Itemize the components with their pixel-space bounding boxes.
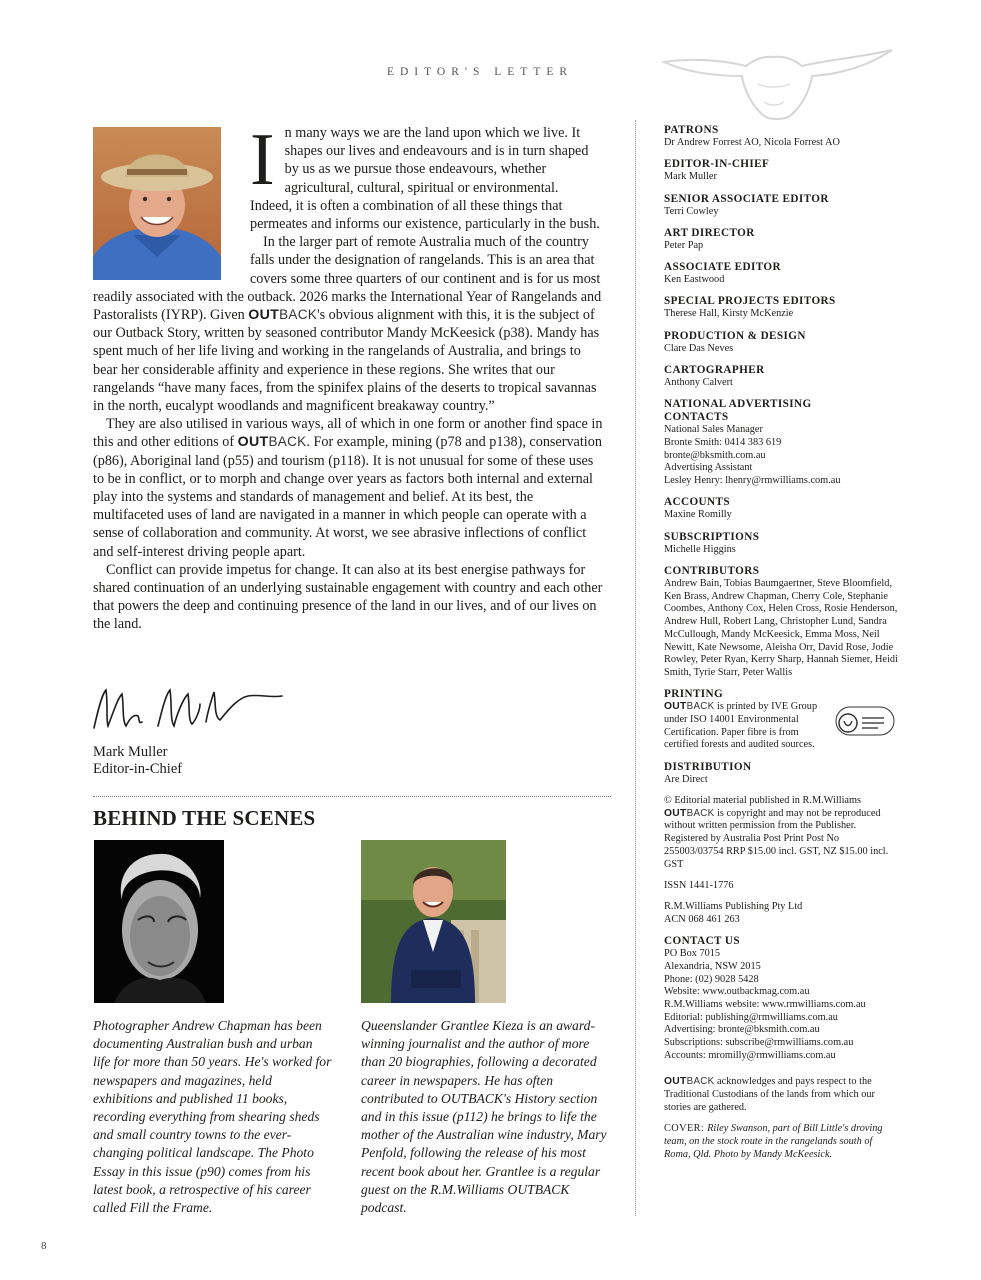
masthead-contributors: CONTRIBUTORS Andrew Bain, Tobias Baumgaertner, Steve Bloomfield, Ken Brass, Andrew Chapman, Cherry Cole, Stephanie Coombes, Anthony Cox, Helen Cross, Rosie Henderson, Andrew Hull, Robert Lang, Christopher Lund, Sandra McCullough, Mandy McKeesick, Emma Moss, Neil Newitt, Kate Newsome, Aleisha Orr, David Rose, Jodie Rowley, Peter Ryan, Kerry Sharp, Hannah Siemer, Heidi Smith, Tyrie Starr, Peter Wallis — [664, 565, 898, 678]
letter-paragraph-1: In many ways we are the land upon which we live. It shapes our lives and endeavours and is in turn shaped by us as we pursue those endeavours, whether agricultural, cultural, spiritual or environmental. Indeed, it is often a combination of all these things that permeates and informs our existence, particularly in the bush. — [250, 119, 600, 233]
letter-paragraph-2: In the larger part of remote Australia much of the country falls under the designation of rangelands. This is an area that covers some three quarters of our continent and is for us most readily associated with the outback. 2026 marks the International Year of Rangelands and Pastoralists (IYRP). Given OUTBACK's obvious alignment with this, it is the subject of our Outback Story, written by seasoned contributor Mandy McKeesick (p38). Mandy has spent much of her life living and working in the rangelands of Australia, and brings to bear her considerable affinity and experience in these regions. She writes that our rangelands “have many faces, from the spinifex plains of the deserts to tropical savannas in the north, eucalypt woodlands and magnificent breakaway country.” — [93, 234, 602, 415]
masthead-acknowledgement: OUTBACK acknowledges and pays respect to the Traditional Custodians of the lands from which our stories are gathered. — [664, 1076, 875, 1113]
masthead-contact: CONTACT US PO Box 7015 Alexandria, NSW 2015 Phone: (02) 9028 5428 Website: www.outbackmag.com.au R.M.Williams website: www.rmwilliams.com.au Editorial: publishing@rmwilliams.com.au Advertising: bronte@bksmith.com.au Subscriptions: subscribe@rmwilliams.com.au Accounts: mromilly@rmwilliams.com.au — [664, 935, 866, 1061]
masthead-art-director: ART DIRECTOR Peter Pap — [664, 226, 755, 251]
letter-signoff — [93, 744, 182, 778]
section-title: EDITOR'S LETTER — [386, 66, 574, 78]
longhorn-logo-icon — [662, 44, 894, 120]
letter-paragraph-3: They are also utilised in various ways, all of which in one form or another find space in this and other editions of OUTBACK. For example, mining (p78 and p138), conservation (p86), Aboriginal land (p55) and tourism (p118). It is not unusual for some of these uses to be in conflict, or to morph and change over years as factors both internal and external play into the systems and standards of management and belief. At its best, the multifaceted uses of land are navigated in a manner in which people can operate with a sense of collaboration and community. At worst, we see abrasive inflections of conflict and self-interest driving people apart. — [93, 416, 603, 560]
outback-wordmark: OUTBACK — [664, 1076, 715, 1088]
outback-wordmark: OUTBACK — [664, 807, 715, 819]
masthead-special-projects: SPECIAL PROJECTS EDITORS Therese Hall, Kirsty McKenzie — [664, 295, 836, 320]
photographer-portrait-photo — [94, 840, 224, 1003]
signature-image — [88, 680, 288, 740]
editor-name: Mark Muller — [93, 744, 168, 760]
masthead-distribution: DISTRIBUTION Are Direct — [664, 760, 752, 785]
outback-wordmark: OUTBACK — [248, 307, 318, 324]
behind-the-scenes-heading: BEHIND THE SCENES — [93, 806, 316, 830]
outback-wordmark: OUTBACK — [664, 701, 715, 713]
photographer-bio: Photographer Andrew Chapman has been documenting Australian bush and urban life for more than 50 years. He's worked for newspapers and magazines, held exhibitions and published 11 books, recording everything from shearing sheds and small country towns to the ever-changing political landscape. The Photo Essay in this issue (p90) comes from his latest book, a retrospective of his career called Fill the Frame. — [93, 1018, 332, 1216]
masthead-associate-editor: ASSOCIATE EDITOR Ken Eastwood — [664, 261, 781, 286]
masthead-editor-in-chief: EDITOR-IN-CHIEF Mark Muller — [664, 158, 770, 183]
journalist-bio: Queenslander Grantlee Kieza is an award-winning journalist and the author of more than 20 biographies, following a decorated career in newspapers. He has often contributed to OUTBACK's History section and in this issue (p112) he brings to life the mother of the Australian wine industry, Mary Penfold, following the release of his most recent book about her. Grantlee is a regular guest on the R.M.Williams OUTBACK podcast. — [361, 1018, 607, 1216]
masthead-subscriptions: SUBSCRIPTIONS Michelle Higgins — [664, 530, 760, 555]
letter-paragraph-4: Conflict can provide impetus for change. It can also at its best energise pathways for shared continuation of an underlying sustainable engagement with country and each other that powers the deep and continuing presence of the land in our lives, and of our lives on the land. — [93, 561, 603, 633]
masthead-column — [664, 124, 900, 1170]
outback-wordmark: OUTBACK — [237, 434, 307, 451]
page-number: 8 — [41, 1240, 47, 1252]
masthead-copyright: © Editorial material published in R.M.Williams OUTBACK is copyright and may not be reproduced without written permission from the Publisher. Registered by Australia Post Print Post No 255003/03754 RRP $15.00 incl. GST, NZ $15.00 incl. GST — [664, 795, 889, 870]
section-divider — [93, 796, 611, 797]
editors-letter-body — [93, 119, 603, 634]
masthead-printing: PRINTING OUTBACK is printed by IVE Group under ISO 14001 Environmental Certification. Paper fibre is from certified forests and audited sources. — [664, 688, 900, 752]
masthead-patrons: PATRONS Dr Andrew Forrest AO, Nicola Forrest AO — [664, 124, 840, 148]
masthead-accounts: ACCOUNTS Maxine Romilly — [664, 496, 732, 521]
masthead-advertising: NATIONAL ADVERTISING CONTACTS National Sales Manager Bronte Smith: 0414 383 619 bronte@bksmith.com.au Advertising Assistant Lesley Henry: lhenry@rmwilliams.com.au — [664, 398, 841, 487]
bsi-certification-icon — [834, 703, 896, 739]
drop-cap: I — [250, 119, 275, 201]
journalist-portrait-photo — [361, 840, 506, 1003]
masthead-cover-credit: COVER: Riley Swanson, part of Bill Little's droving team, on the stock route in the rangelands south of Roma, Qld. Photo by Mandy McKeesick. — [664, 1123, 883, 1160]
column-divider — [635, 120, 636, 1216]
masthead-cartographer: CARTOGRAPHER Anthony Calvert — [664, 364, 765, 389]
masthead-publisher: R.M.Williams Publishing Pty Ltd ACN 068 461 263 — [664, 901, 803, 925]
masthead-senior-associate-editor: SENIOR ASSOCIATE EDITOR Terri Cowley — [664, 192, 829, 217]
masthead-issn: ISSN 1441-1776 — [664, 879, 734, 891]
masthead-production-design: PRODUCTION & DESIGN Clare Das Neves — [664, 329, 806, 354]
editor-role: Editor-in-Chief — [93, 761, 183, 777]
